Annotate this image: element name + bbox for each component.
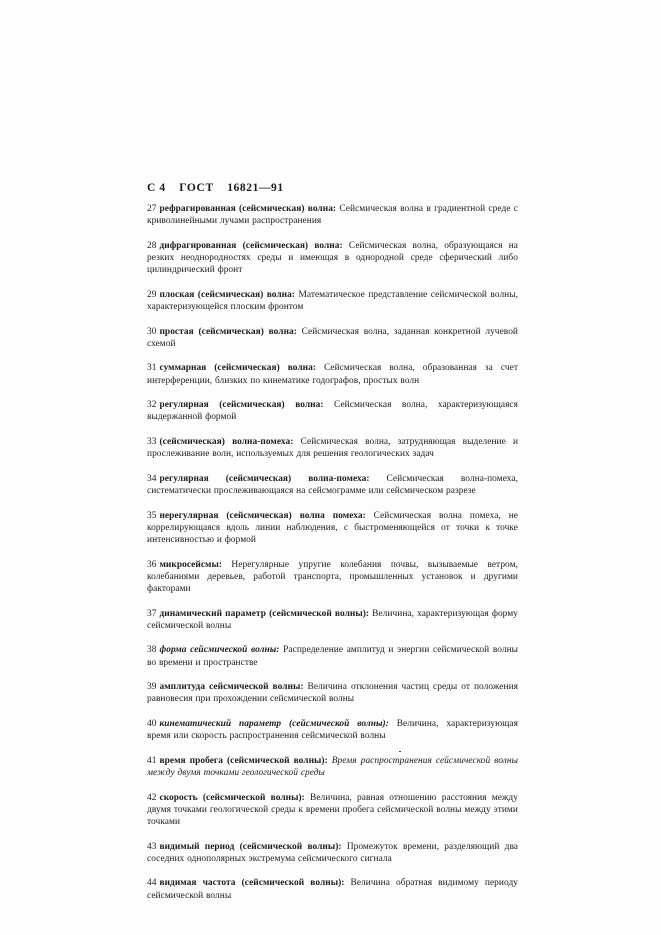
term-entry: [147, 755, 518, 779]
term-name: плоская (сейсмическая) волна:: [159, 289, 296, 300]
term-number: 42: [147, 792, 157, 803]
term-number: 43: [147, 841, 157, 852]
term-name: суммарная (сейсмическая) волна:: [159, 363, 317, 374]
term-definition: Сейсмическая волна, образующаяся на резких неоднородностях среды и имеющая в однородной среде сферический либо цилиндрический фронт: [147, 240, 518, 276]
term-entry: [147, 399, 518, 423]
terms-list: [147, 203, 518, 914]
term-entry: [147, 240, 518, 277]
term-entry: [147, 289, 518, 313]
term-entry: [147, 436, 518, 460]
term-number: 36: [147, 559, 157, 570]
term-entry: [147, 718, 518, 742]
term-name: форма сейсмической волны:: [159, 645, 280, 656]
term-definition: Сейсмическая волна, характеризующаяся выдержанной формой: [147, 400, 519, 423]
term-definition: Величина, характеризующая время или скорость распространения сейсмической волны: [147, 718, 518, 742]
term-name: регулярная (сейсмическая) волна:: [159, 400, 324, 411]
term-definition: Нерегулярные упругие колебания почвы, вызываемые ветром, колебаниями деревьев, работой транспорта, промышленных установок и другими факторами: [147, 559, 518, 594]
term-name: время пробега (сейсмической волны):: [159, 755, 328, 766]
term-number: 30: [147, 326, 157, 337]
term-entry: [147, 559, 518, 596]
term-entry: [147, 326, 518, 350]
term-name: видимый период (сейсмической волны):: [159, 841, 342, 852]
term-name: простая (сейсмическая) волна:: [159, 326, 297, 337]
term-entry: [147, 841, 518, 865]
term-name: кинематический параметр (сейсмической волны):: [159, 718, 389, 729]
scan-speck: [399, 751, 401, 752]
term-entry: [147, 644, 518, 668]
term-name: нерегулярная (сейсмическая) волна помеха:: [159, 510, 366, 521]
term-definition: Величина обратная видимому периоду сейсмической волны: [147, 878, 518, 901]
term-number: 44: [147, 878, 157, 889]
term-name: регулярная (сейсмическая) волна-помеха:: [159, 473, 370, 484]
term-definition: Сейсмическая волна-помеха, систематически прослеживающаяся на сейсмограмме или сейсмическом разрезе: [147, 473, 519, 496]
term-definition: Сейсмическая волна, образованная за счет интерференции, близких по кинематике годографов, простых волн: [147, 363, 518, 386]
term-definition: Сейсмическая волна помеха, не коррелирующаяся вдоль линии наблюдения, с быстроменяющейся от точки к точке интенсивностью и формой: [147, 510, 518, 545]
term-entry: [147, 792, 518, 829]
term-definition: Сейсмическая волна, заданная конкретной лучевой схемой: [147, 326, 518, 349]
term-number: 41: [147, 755, 157, 766]
term-number: 28: [147, 240, 157, 251]
term-definition: Сейсмическая волна в градиентной среде с криволинейными лучами распространения: [147, 204, 518, 227]
term-name: (сейсмическая) волна-помеха:: [159, 436, 294, 447]
term-entry: [147, 362, 518, 386]
term-definition: Величина, характеризующая форму сейсмической волны: [147, 608, 519, 631]
term-name: динамический параметр (сейсмической волны):: [159, 608, 370, 619]
term-number: 40: [147, 718, 157, 729]
term-number: 37: [147, 608, 157, 619]
standard-number: 16821—91: [227, 182, 284, 194]
term-number: 32: [147, 400, 157, 411]
term-number: 27: [147, 204, 157, 214]
term-entry: [147, 681, 518, 705]
term-entry: [147, 877, 518, 901]
term-number: 35: [147, 510, 157, 521]
term-number: 33: [147, 436, 157, 447]
term-number: 39: [147, 682, 157, 693]
term-number: 31: [147, 363, 157, 374]
term-number: 34: [147, 473, 157, 484]
term-name: дифрагированная (сейсмическая) волна:: [159, 240, 343, 251]
term-number: 38: [147, 645, 157, 656]
term-definition: Промежуток времени, разделяющий два соседних однополярных экстремума сейсмического сигнала: [147, 841, 519, 864]
term-entry: [147, 510, 518, 547]
term-name: амплитуда сейсмической волны:: [159, 682, 304, 693]
term-definition: Время распространения сейсмической волны между двумя точками геологической среды: [147, 755, 518, 778]
term-definition: Сейсмическая волна, затрудняющая выделение и прослеживание волн, используемых для решения геологических задач: [147, 436, 519, 460]
term-entry: [147, 203, 518, 227]
term-entry: [147, 608, 518, 632]
term-definition: Величина, равная отношению расстояния между двумя точками геологической среды к времени пробега сейсмической волны между этими точками: [147, 792, 518, 827]
term-name: скорость (сейсмической волны):: [159, 792, 305, 803]
term-entry: [147, 473, 518, 497]
page-header: [147, 182, 294, 194]
term-name: рефрагированная (сейсмическая) волна:: [159, 204, 337, 214]
term-name: видимая частота (сейсмической волны):: [159, 878, 345, 889]
term-definition: Величина отклонения частиц среды от положения равновесия при прохождении сейсмической волны: [147, 682, 519, 705]
term-definition: Распределение амплитуд и энергии сейсмической волны во времени и пространстве: [147, 645, 518, 668]
standard-label: ГОСТ: [179, 182, 214, 194]
page-label: С 4: [147, 182, 166, 194]
term-name: микросейсмы:: [159, 559, 223, 570]
term-definition: Математическое представление сейсмической волны, характеризующейся плоским фронтом: [147, 289, 518, 312]
term-number: 29: [147, 289, 157, 300]
